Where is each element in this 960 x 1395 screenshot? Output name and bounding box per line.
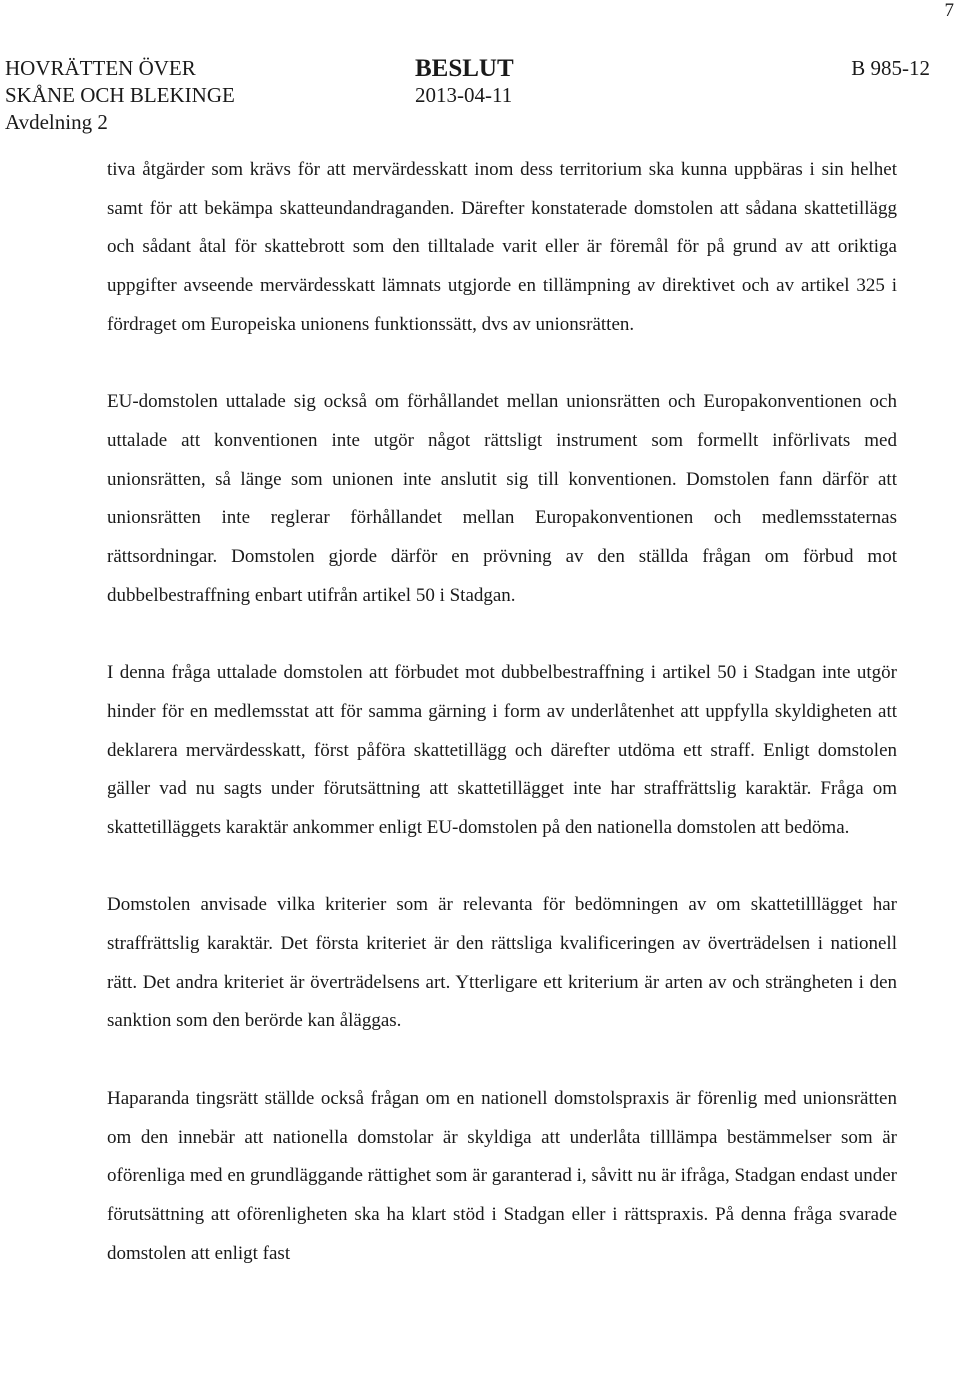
court-name-line2: SKÅNE OCH BLEKINGE	[5, 83, 235, 107]
page-number: 7	[944, 0, 954, 21]
document-type: BESLUT	[415, 55, 514, 82]
case-number: B 985-12	[851, 56, 930, 80]
document-body	[107, 151, 897, 1312]
court-name-line1: HOVRÄTTEN ÖVER	[5, 56, 196, 80]
decision-block	[415, 55, 514, 109]
court-block	[5, 55, 235, 136]
paragraph: Domstolen anvisade vilka kriterier som är relevanta för bedömningen av om skattetilllägget har straffrättslig karaktär. Det första kriteriet är den rättsliga kvalificeringen av överträdelsen i nationell rätt. Det andra kriteriet är överträdelsens art. Ytterligare ett kriterium är arten av och strängheten i den sanktion som den berörde kan åläggas.	[107, 894, 897, 1032]
paragraph: Haparanda tingsrätt ställde också frågan om en nationell domstolspraxis är förenlig med unionsrätten om den innebär att nationella domstolar är skyldiga att underlåta tilllämpa bestämmelser som är oförenliga med en grundläggande rättighet som är garanterad i, såvitt nu är ifråga, Stadgan endast under förutsättning att oförenligheten ska ha klart stöd i Stadgan eller i rättspraxis. På denna fråga svarade domstolen att enligt fast	[107, 1087, 897, 1264]
paragraph: EU-domstolen uttalade sig också om förhållandet mellan unionsrätten och Europakonventionen och uttalade att konventionen inte utgör något rättsligt instrument som formellt införlivats med unionsrätten, så länge som unionen inte anslutit sig till konventionen. Domstolen fann därför att unionsrätten inte reglerar förhållandet mellan Europakonventionen och medlemsstaternas rättsordningar. Domstolen gjorde därför en prövning av den ställda frågan om förbud mot dubbelbestraffning enbart utifrån artikel 50 i Stadgan.	[107, 391, 897, 606]
document-header	[5, 55, 930, 135]
division: Avdelning 2	[5, 110, 108, 134]
paragraph: tiva åtgärder som krävs för att mervärdesskatt inom dess territorium ska kunna uppbäras i sin helhet samt för att bekämpa skatteundandraganden. Därefter konstaterade domstolen att sådana skattetillägg och sådant åtal för skattebrott som den tilltalade varit eller är föremål för på grund av att oriktiga uppgifter avseende mervärdesskatt lämnats utgjorde en tillämpning av direktivet och av artikel 325 i fördraget om Europeiska unionens funktionssätt, dvs av unionsrätten.	[107, 159, 897, 335]
decision-date: 2013-04-11	[415, 83, 513, 107]
paragraph: I denna fråga uttalade domstolen att förbudet mot dubbelbestraffning i artikel 50 i Stadgan inte utgör hinder för en medlemsstat att för samma gärning i form av underlåtenhet att uppfylla skyldigheten att deklarera mervärdesskatt, först påföra skattetillägg och därefter utdöma ett straff. Enligt domstolen gäller vad nu sagts under förutsättning att skattetillägget inte har straffrättslig karaktär. Fråga om skattetilläggets karaktär ankommer enligt EU-domstolen på den nationella domstolen att bedöma.	[107, 662, 897, 838]
